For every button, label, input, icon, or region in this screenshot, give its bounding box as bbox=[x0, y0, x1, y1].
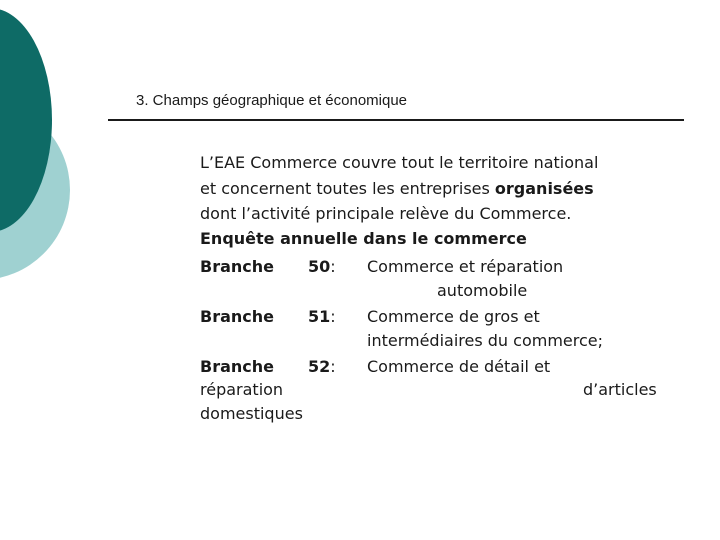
branch-50-colon: : bbox=[330, 257, 336, 276]
paragraph-line-2 bbox=[200, 178, 594, 200]
branch-52-desc-line-3: domestiques bbox=[200, 404, 303, 423]
slide-title: 3. Champs géographique et économique bbox=[136, 92, 408, 109]
paragraph-line-3: dont l’activité principale relève du Commerce. bbox=[200, 204, 572, 223]
branch-52-number: 52 bbox=[308, 357, 331, 376]
branch-50-code bbox=[308, 256, 336, 278]
branch-52-desc-line-1: Commerce de détail et bbox=[367, 357, 551, 376]
branch-51-label: Branche bbox=[200, 307, 274, 326]
title-underline bbox=[108, 119, 684, 121]
branch-51-code bbox=[308, 306, 336, 328]
branch-51-number: 51 bbox=[308, 307, 331, 326]
branch-52-desc-line-2-right: d’articles bbox=[583, 380, 657, 399]
paragraph-line-2-text: et concernent toutes les entreprises bbox=[200, 179, 495, 198]
organisees-bold: organisées bbox=[494, 179, 594, 198]
decorative-circles bbox=[0, 0, 120, 300]
branch-50-label: Branche bbox=[200, 257, 274, 276]
branch-52-code bbox=[308, 356, 336, 378]
branch-51-desc-line-2: intermédiaires du commerce; bbox=[367, 331, 604, 350]
branch-50-desc-line-2: automobile bbox=[437, 281, 528, 300]
survey-heading: Enquête annuelle dans le commerce bbox=[200, 229, 527, 248]
branch-52-colon: : bbox=[330, 357, 336, 376]
branch-52-desc-line-2-left: réparation bbox=[200, 380, 284, 399]
branch-51-colon: : bbox=[330, 307, 336, 326]
branch-50-number: 50 bbox=[308, 257, 331, 276]
branch-52-label: Branche bbox=[200, 357, 274, 376]
paragraph-line-1: L’EAE Commerce couvre tout le territoire national bbox=[200, 153, 599, 172]
branch-50-desc-line-1: Commerce et réparation bbox=[367, 257, 564, 276]
branch-51-desc-line-1: Commerce de gros et bbox=[367, 307, 540, 326]
